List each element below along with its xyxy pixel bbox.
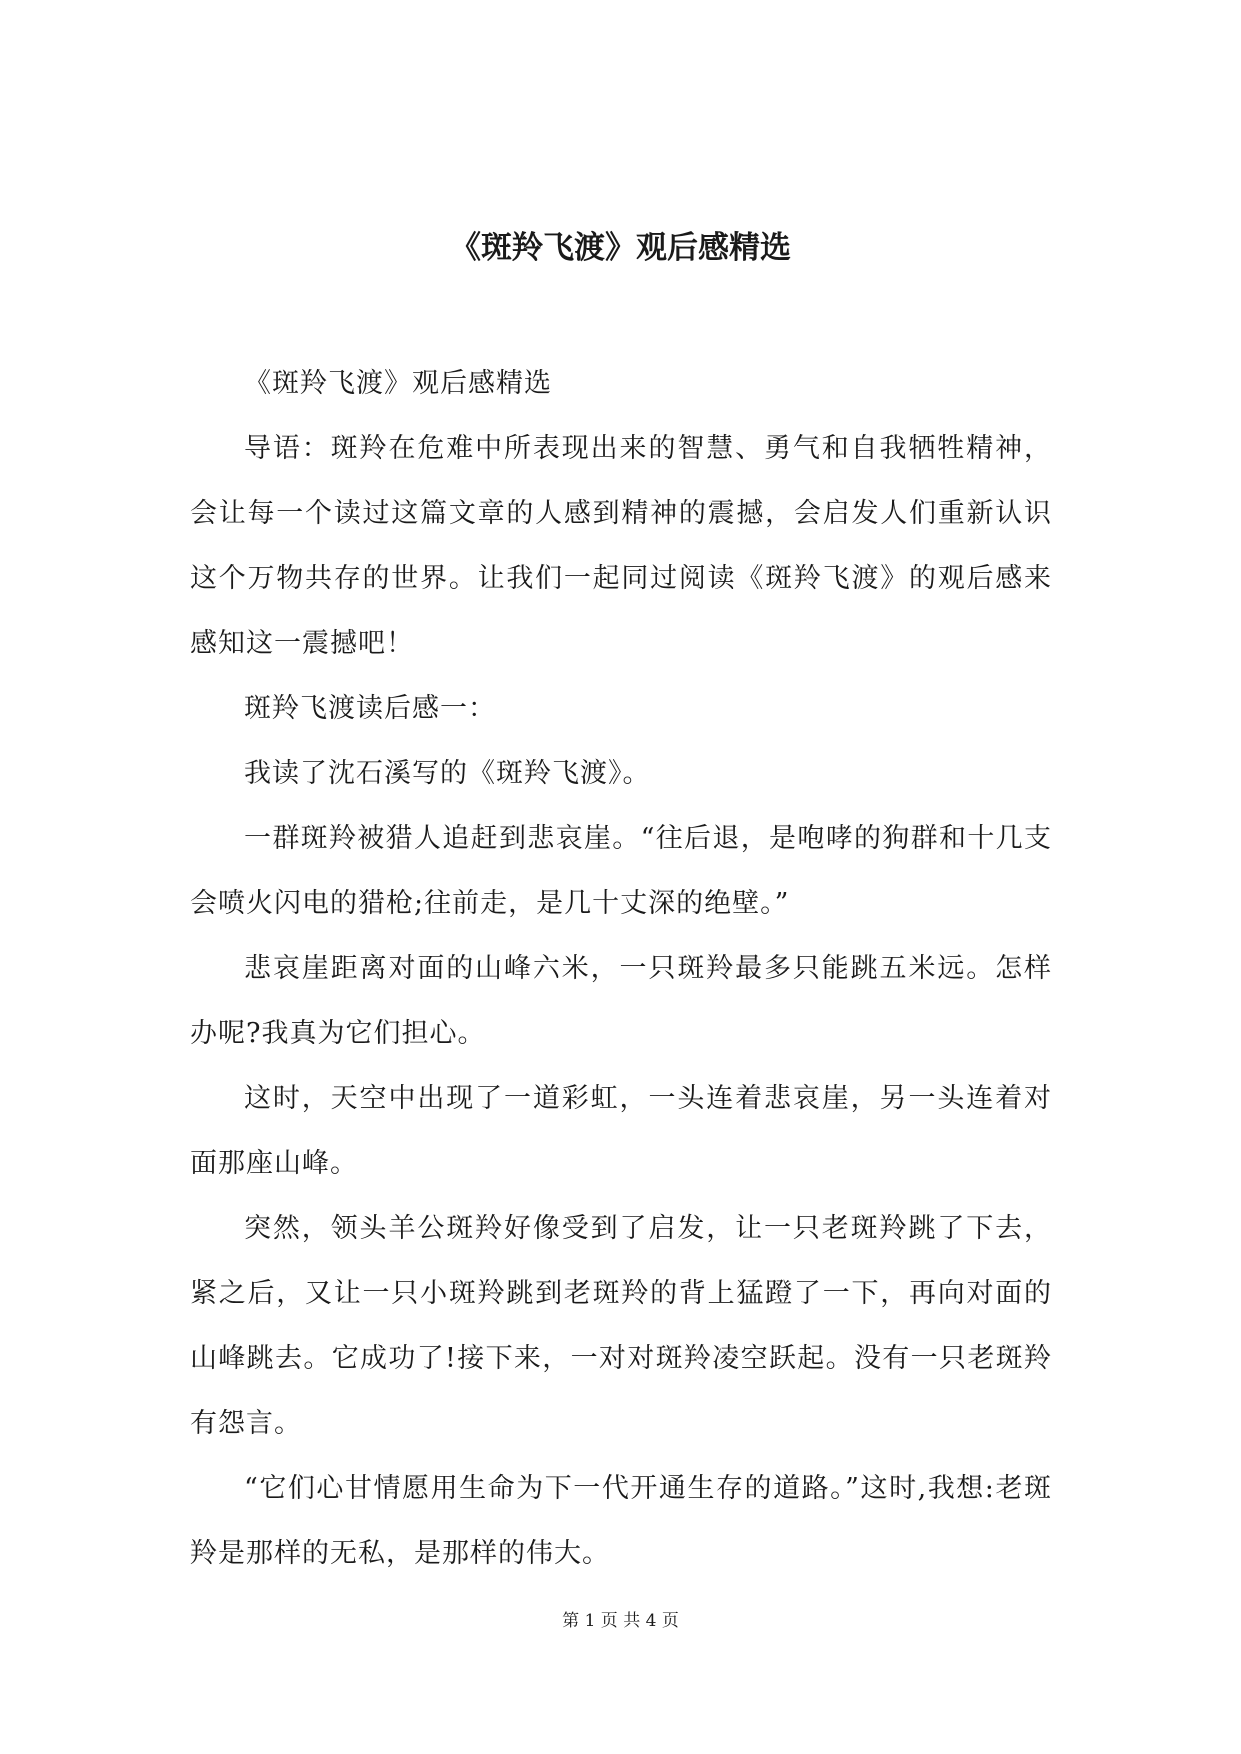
paragraph-section-label: 斑羚飞渡读后感一： <box>244 693 496 724</box>
paragraph-intro: 导语：斑羚在危难中所表现出来的智慧、勇气和自我牺牲精神，会让每一个读过这篇文章的人感到精神的震撼，会启发人们重新认识这个万物共存的世界。让我们一起同过阅读《斑羚飞渡》的观后感来感知这一震撼吧！ <box>190 433 1052 659</box>
page-footer: 第 1 页 共 4 页 <box>562 1611 679 1631</box>
paragraph-heading: 《斑羚飞渡》观后感精选 <box>244 368 552 399</box>
paragraph: 一群斑羚被猎人追赶到悲哀崖。“往后退，是咆哮的狗群和十几支会喷火闪电的猎枪;往前走，是几十丈深的绝壁。” <box>190 823 1052 919</box>
document-body <box>190 351 1052 1586</box>
paragraph: 我读了沈石溪写的《斑羚飞渡》。 <box>244 758 651 789</box>
paragraph: “它们心甘情愿用生命为下一代开通生存的道路。”这时,我想:老斑羚是那样的无私，是那样的伟大。 <box>190 1473 1052 1569</box>
document-title: 《斑羚飞渡》观后感精选 <box>450 230 791 266</box>
paragraph: 悲哀崖距离对面的山峰六米，一只斑羚最多只能跳五米远。怎样办呢?我真为它们担心。 <box>190 953 1052 1049</box>
paragraph: 这时，天空中出现了一道彩虹，一头连着悲哀崖，另一头连着对面那座山峰。 <box>190 1083 1052 1179</box>
paragraph: 突然，领头羊公斑羚好像受到了启发，让一只老斑羚跳了下去，紧之后，又让一只小斑羚跳到老斑羚的背上猛蹬了一下，再向对面的山峰跳去。它成功了!接下来，一对对斑羚凌空跃起。没有一只老斑羚有怨言。 <box>190 1213 1052 1439</box>
